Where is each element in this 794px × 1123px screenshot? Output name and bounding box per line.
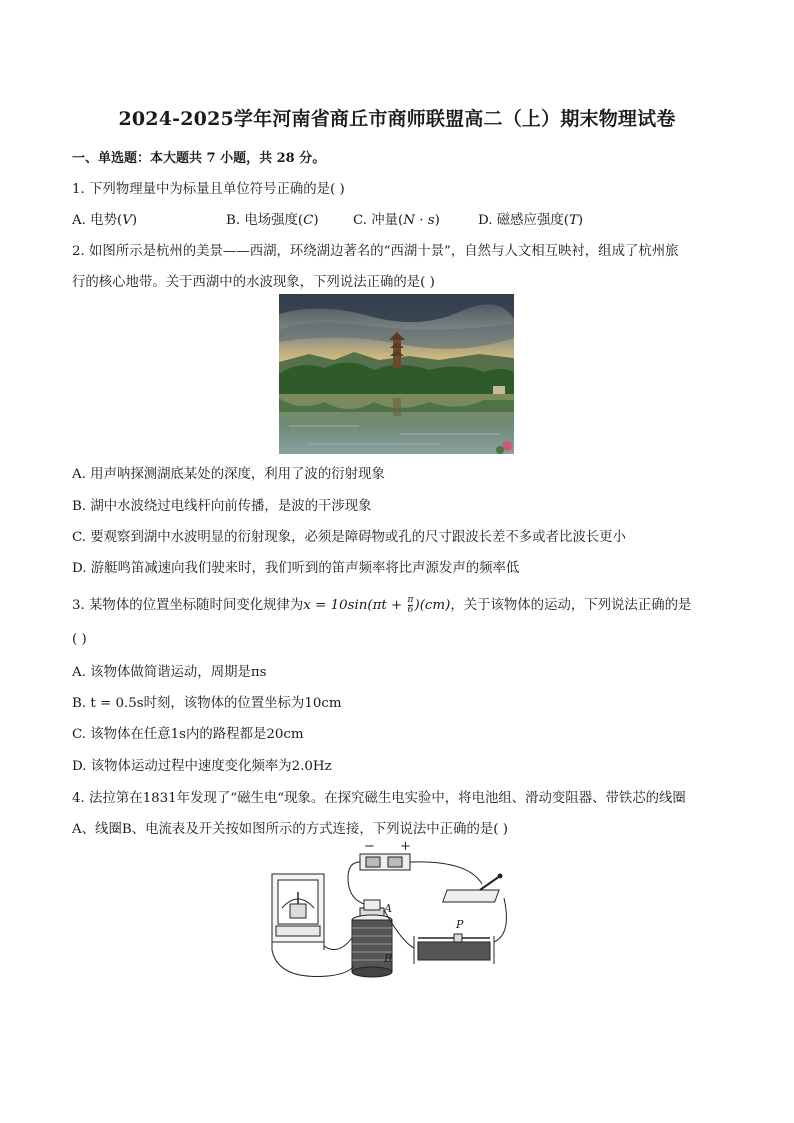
q3-stem-line2: ( ) <box>72 632 87 647</box>
q3-stem-post: ，关于该物体的运动，下列说法正确的是 <box>450 598 692 613</box>
q2-option-c: C. 要观察到湖中水波明显的衍射现象，必须是障碍物或孔的尺寸跟波长差不多或者比波长更小 <box>72 530 626 545</box>
galvanometer-icon <box>272 874 324 950</box>
q3-option-d: D. 该物体运动过程中速度变化频率为2.0Hz <box>72 759 332 774</box>
q1-option-b: B. 电场强度(𝐶) <box>226 213 319 228</box>
page-title: 2024-2025学年河南省商丘市商师联盟高二（上）期末物理试卷 <box>118 108 676 130</box>
q3-stem-line1 <box>72 594 691 615</box>
battery-plus-label: + <box>400 839 411 854</box>
q3-option-b: B. t = 0.5s时刻，该物体的位置坐标为10cm <box>72 696 342 711</box>
q2-option-d: D. 游艇鸣笛减速向我们驶来时，我们听到的笛声频率将比声源发声的频率低 <box>72 561 520 576</box>
battery-icon <box>360 854 410 870</box>
q4-stem-line1: 4. 法拉第在1831年发现了“磁生电“现象。在探究磁生电实验中，将电池组、滑动变阻器、带铁芯的线圈 <box>72 791 686 806</box>
q1-stem: 1. 下列物理量中为标量且单位符号正确的是( ) <box>72 182 345 197</box>
west-lake-photo <box>279 294 514 454</box>
q1-option-c: C. 冲量(𝑁 · 𝑠) <box>353 213 440 228</box>
q3-stem-pre: 3. 某物体的位置坐标随时间变化规律为 <box>72 598 304 613</box>
coil-b-icon <box>352 915 392 977</box>
q3-option-c: C. 该物体在任意1s内的路程都是20cm <box>72 727 304 742</box>
battery-minus-label: − <box>364 839 375 854</box>
q2-stem-line1: 2. 如图所示是杭州的美景——西湖，环绕湖边著名的“西湖十景”，自然与人文相互映衬，组成了杭州旅 <box>72 244 679 259</box>
q1-option-d: D. 磁感应强度(𝑇) <box>478 213 584 228</box>
q3-fraction-numerator: π <box>407 595 414 605</box>
rheostat-icon <box>414 934 494 964</box>
q3-fraction-denominator: 6 <box>407 605 414 615</box>
q2-stem-line2: 行的核心地带。关于西湖中的水波现象，下列说法正确的是( ) <box>72 275 435 290</box>
circuit-diagram <box>268 838 530 984</box>
q2-option-a: A. 用声呐探测湖底某处的深度，利用了波的衍射现象 <box>72 467 385 482</box>
q3-formula-b: )(cm) <box>414 598 451 613</box>
coil-b-label: B <box>384 952 393 965</box>
switch-icon <box>443 874 502 902</box>
slider-p-label: P <box>456 918 464 931</box>
q2-option-b: B. 湖中水波绕过电线杆向前传播，是波的干涉现象 <box>72 499 372 514</box>
q1-option-a: A. 电势(𝑉) <box>72 213 138 228</box>
q3-option-a: A. 该物体做简谐运动，周期是πs <box>72 665 267 680</box>
coil-a-label: A <box>384 902 392 915</box>
section-heading: 一、单选题：本大题共 7 小题，共 28 分。 <box>72 151 326 166</box>
q1-options <box>72 209 722 229</box>
q3-formula-fraction <box>408 596 414 615</box>
q4-stem-line2: A、线圈B、电流表及开关按如图所示的方式连接，下列说法中正确的是( ) <box>72 822 508 837</box>
q3-formula-a: x = 10sin(πt + <box>303 598 407 613</box>
